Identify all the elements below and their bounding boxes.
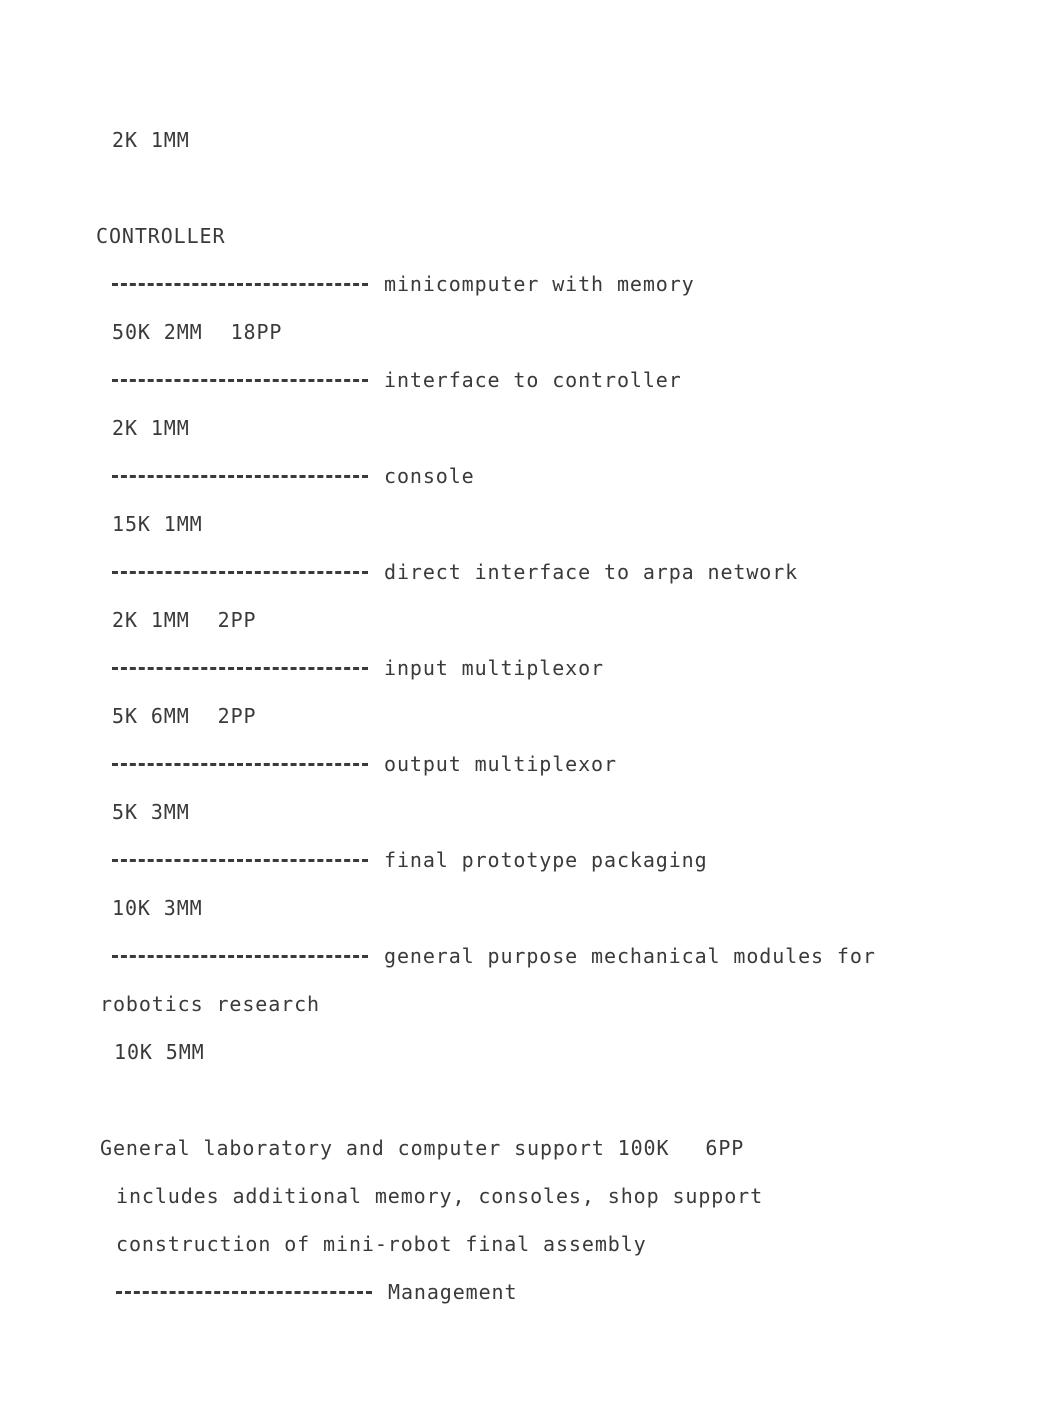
cost-pp: 2PP bbox=[217, 704, 257, 728]
cost-line bbox=[114, 1040, 205, 1064]
cost-line bbox=[112, 608, 257, 632]
support-detail: construction of mini-robot final assembly bbox=[116, 1232, 647, 1256]
support-k: 100K bbox=[617, 1136, 670, 1160]
cost-mm: 6MM bbox=[150, 704, 190, 728]
cost-k: 5K bbox=[112, 800, 138, 824]
item-label: direct interface to arpa network bbox=[384, 560, 799, 584]
cost-k: 10K bbox=[112, 896, 151, 920]
cost-pp: 18PP bbox=[230, 320, 283, 344]
support-title: General laboratory and computer support bbox=[100, 1136, 605, 1160]
cost-pp: 2PP bbox=[217, 608, 257, 632]
cost-k: 2K bbox=[112, 128, 138, 152]
item-label: final prototype packaging bbox=[384, 848, 708, 872]
cost-mm: 3MM bbox=[163, 896, 203, 920]
dash-rule bbox=[112, 763, 368, 766]
support-detail: includes additional memory, consoles, shop support bbox=[116, 1184, 764, 1208]
cost-mm: 1MM bbox=[150, 128, 190, 152]
cost-mm: 5MM bbox=[165, 1040, 205, 1064]
dash-rule bbox=[112, 571, 368, 574]
cost-k: 5K bbox=[112, 704, 138, 728]
cost-mm: 3MM bbox=[150, 800, 190, 824]
dash-rule bbox=[112, 283, 368, 286]
item-line bbox=[112, 656, 604, 680]
section-heading: CONTROLLER bbox=[96, 224, 226, 248]
cost-line bbox=[112, 800, 190, 824]
cost-line bbox=[112, 704, 257, 728]
item-label: input multiplexor bbox=[384, 656, 604, 680]
cost-mm: 2MM bbox=[163, 320, 203, 344]
cost-k: 2K bbox=[112, 608, 138, 632]
item-label: console bbox=[384, 464, 475, 488]
item-line bbox=[112, 368, 682, 392]
dash-rule bbox=[112, 859, 368, 862]
item-line bbox=[112, 272, 695, 296]
dash-rule bbox=[112, 379, 368, 382]
item-line bbox=[116, 1280, 517, 1304]
cost-line bbox=[112, 416, 190, 440]
item-line bbox=[112, 752, 617, 776]
cost-k: 10K bbox=[114, 1040, 153, 1064]
cost-mm: 1MM bbox=[150, 608, 190, 632]
support-pp: 6PP bbox=[705, 1136, 745, 1160]
cost-k: 50K bbox=[112, 320, 151, 344]
dash-rule bbox=[112, 475, 368, 478]
item-line bbox=[112, 944, 876, 968]
item-line bbox=[112, 464, 475, 488]
cost-mm: 1MM bbox=[163, 512, 203, 536]
support-line bbox=[100, 1136, 744, 1160]
item-label: general purpose mechanical modules for bbox=[384, 944, 876, 968]
cost-k: 15K bbox=[112, 512, 151, 536]
dash-rule bbox=[112, 955, 368, 958]
cost-line bbox=[112, 320, 282, 344]
management-label: Management bbox=[388, 1280, 518, 1304]
item-line bbox=[112, 560, 798, 584]
item-label: interface to controller bbox=[384, 368, 682, 392]
cost-mm: 1MM bbox=[150, 416, 190, 440]
dash-rule bbox=[112, 667, 368, 670]
item-line bbox=[112, 848, 708, 872]
item-label-continuation: robotics research bbox=[100, 992, 320, 1016]
cost-line bbox=[112, 896, 203, 920]
cost-k: 2K bbox=[112, 416, 138, 440]
dash-rule bbox=[116, 1291, 372, 1294]
item-label: minicomputer with memory bbox=[384, 272, 695, 296]
cost-line bbox=[112, 512, 203, 536]
cost-line bbox=[112, 128, 190, 152]
item-label: output multiplexor bbox=[384, 752, 617, 776]
